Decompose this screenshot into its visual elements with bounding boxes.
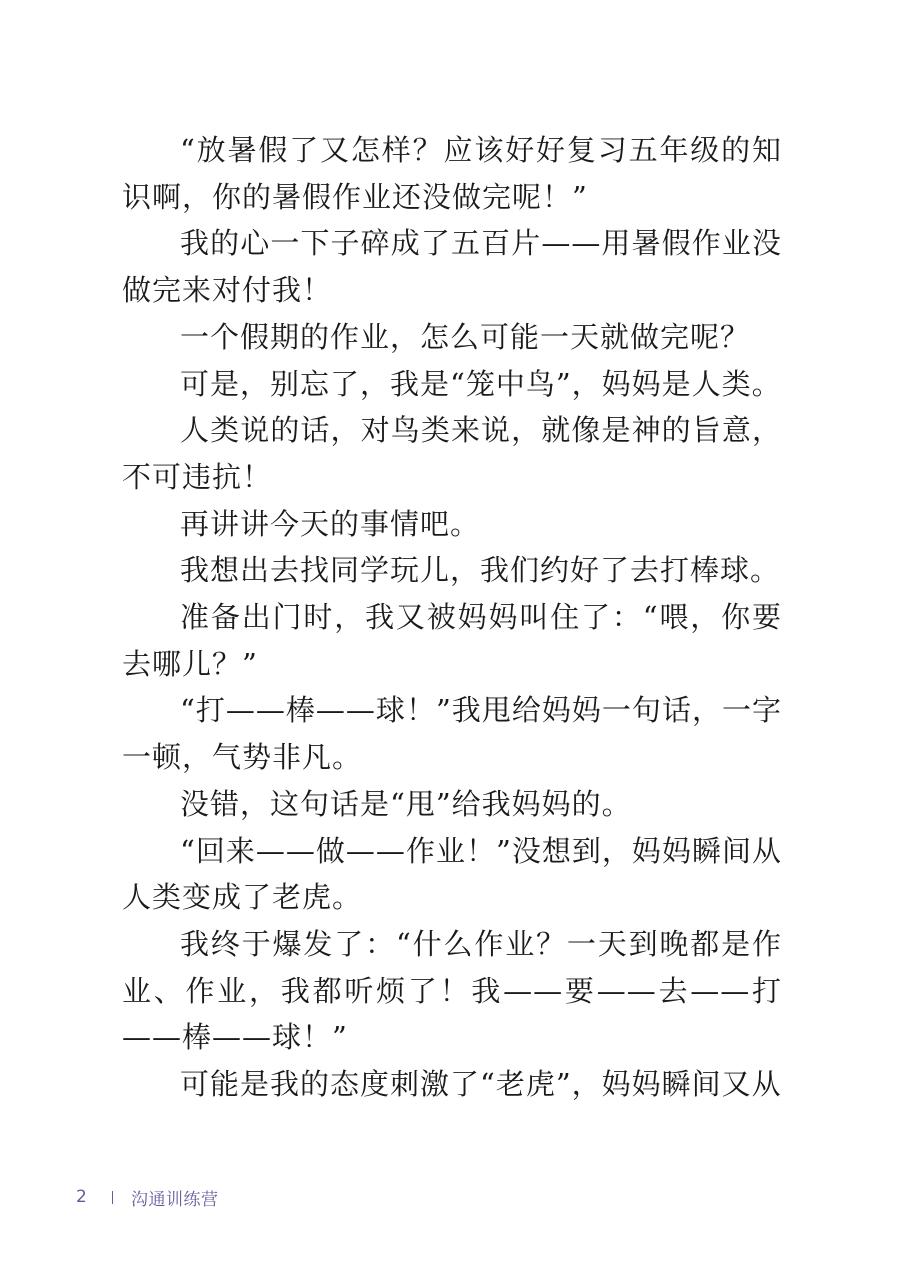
page-footer [76,1185,219,1209]
paragraph: “回来——做——作业！”没想到，妈妈瞬间从人类变成了老虎。 [122,833,782,915]
paragraph: 我终于爆发了：“什么作业？一天到晚都是作业、作业，我都听烦了！我——要——去——打——棒——球！” [122,926,782,1055]
body-text [122,127,782,1108]
paragraph: 人类说的话，对鸟类来说，就像是神的旨意，不可违抗！ [122,413,782,494]
footer-divider [112,1191,113,1204]
paragraph: 可能是我的态度刺激了“老虎”，妈妈瞬间又从 [180,1067,782,1102]
book-title: 沟通训练营 [131,1189,219,1210]
page-number: 2 [76,1187,87,1207]
paragraph: 没错，这句话是“甩”给我妈妈的。 [180,786,632,821]
paragraph: 我的心一下子碎成了五百片——用暑假作业没做完来对付我！ [122,226,782,308]
paragraph: “放暑假了又怎样？应该好好复习五年级的知识啊，你的暑假作业还没做完呢！” [122,133,782,214]
paragraph: 可是，别忘了，我是“笼中鸟”，妈妈是人类。 [180,366,782,401]
paragraph: 一个假期的作业，怎么可能一天就做完呢？ [180,319,751,354]
paragraph: “打——棒——球！”我甩给妈妈一句话，一字一顿，气势非凡。 [122,693,782,775]
paragraph: 准备出门时，我又被妈妈叫住了：“喂，你要去哪儿？” [122,600,782,681]
paragraph: 我想出去找同学玩儿，我们约好了去打棒球。 [180,553,781,588]
paragraph: 再讲讲今天的事情吧。 [180,506,481,541]
